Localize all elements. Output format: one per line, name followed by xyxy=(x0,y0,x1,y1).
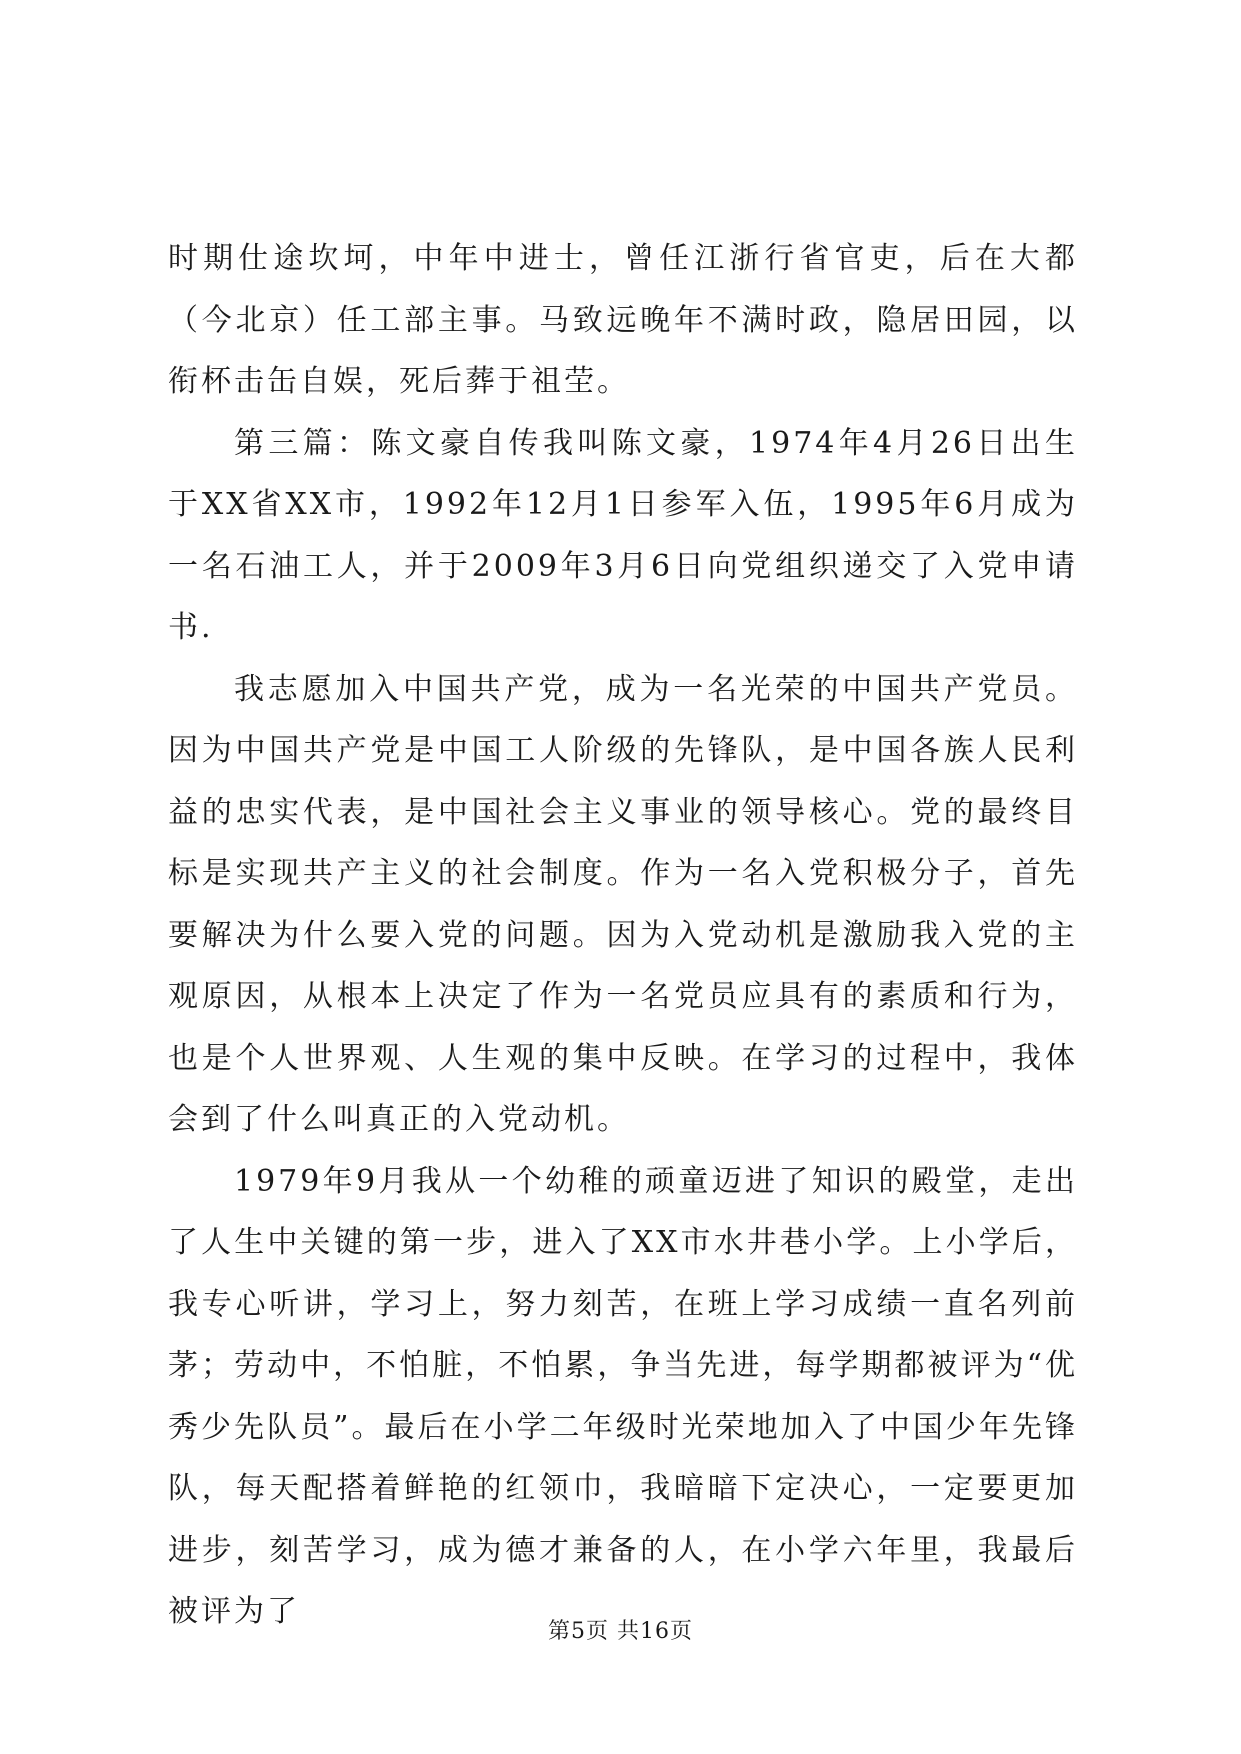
paragraph-3: 我志愿加入中国共产党，成为一名光荣的中国共产党员。因为中国共产党是中国工人阶级的先锋队，是中国各族人民利益的忠实代表，是中国社会主义事业的领导核心。党的最终目标是实现共产主义的社会制度。作为一名入党积极分子，首先要解决为什么要入党的问题。因为入党动机是激励我入党的主观原因，从根本上决定了作为一名党员应具有的素质和行为，也是个人世界观、人生观的集中反映。在学习的过程中，我体会到了什么叫真正的入党动机。 xyxy=(168,671,1078,1137)
paragraph-4: 1979年9月我从一个幼稚的顽童迈进了知识的殿堂，走出了人生中关键的第一步，进入了XX市水井巷小学。上小学后，我专心听讲，学习上，努力刻苦，在班上学习成绩一直名列前茅；劳动中，不怕脏，不怕累，争当先进，每学期都被评为“优秀少先队员”。最后在小学二年级时光荣地加入了中国少年先锋队，每天配搭着鲜艳的红领巾，我暗暗下定决心，一定要更加进步，刻苦学习，成为德才兼备的人，在小学六年里，我最后被评为了 xyxy=(168,1163,1078,1629)
paragraph-1: 时期仕途坎坷，中年中进士，曾任江浙行省官吏，后在大都（今北京）任工部主事。马致远晚年不满时政，隐居田园，以衔杯击缶自娱，死后葬于祖茔。 xyxy=(168,241,1078,399)
document-body xyxy=(168,228,1078,1643)
paragraph-2: 第三篇：陈文豪自传我叫陈文豪，1974年4月26日出生于XX省XX市，1992年12月1日参军入伍，1995年6月成为一名石油工人，并于2009年3月6日向党组织递交了入党申请书. xyxy=(168,425,1078,645)
page-number-footer: 第5页 共16页 xyxy=(548,1619,693,1644)
